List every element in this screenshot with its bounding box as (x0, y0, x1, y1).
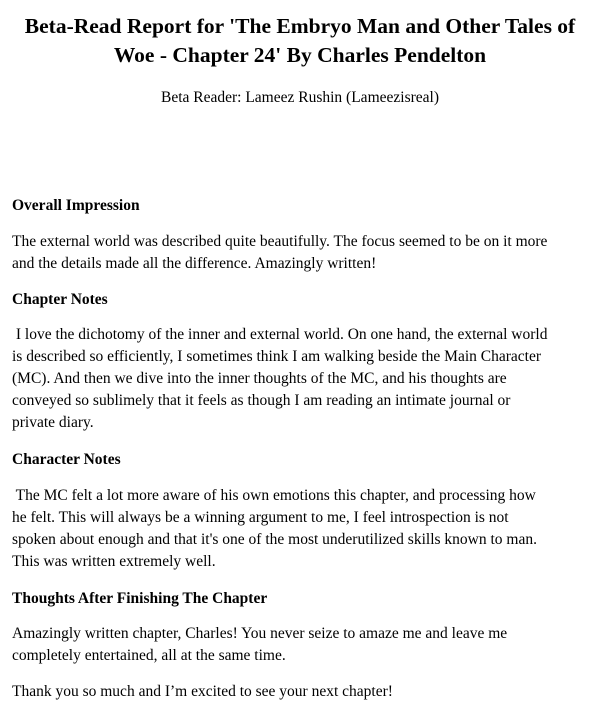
title-line: Woe - Chapter 24' By Charles Pendelton (113, 43, 487, 67)
text-line: (MC). And then we dive into the inner thoughts of the MC, and his thoughts are (12, 370, 507, 387)
document-title (10, 12, 590, 70)
text-line: he felt. This will always be a winning argument to me, I feel introspection is not (12, 509, 509, 526)
text-line: I love the dichotomy of the inner and external world. On one hand, the external world (12, 326, 548, 343)
text-line: completely entertained, all at the same time. (12, 647, 286, 664)
section-text-overall-impression (12, 231, 592, 275)
text-line: Thank you so much and I’m excited to see your next chapter! (12, 683, 393, 700)
section-text-character-notes (12, 485, 592, 573)
text-line: The MC felt a lot more aware of his own emotions this chapter, and processing how (12, 487, 536, 504)
text-line: is described so efficiently, I sometimes think I am walking beside the Main Character (12, 348, 542, 365)
section-heading-chapter-notes: Chapter Notes (12, 291, 108, 308)
text-line: private diary. (12, 414, 94, 431)
title-line: Beta-Read Report for 'The Embryo Man and Other Tales of (24, 14, 576, 38)
text-line: The external world was described quite beautifully. The focus seemed to be on it more (12, 233, 548, 250)
text-line: Amazingly written chapter, Charles! You never seize to amaze me and leave me (12, 625, 508, 642)
section-heading-character-notes: Character Notes (12, 451, 121, 468)
beta-reader-credit: Beta Reader: Lameez Rushin (Lameezisreal) (160, 89, 439, 106)
text-line: and the details made all the difference. Amazingly written! (12, 255, 377, 272)
closing-text (12, 681, 592, 703)
section-text-thoughts-after-finishing (12, 623, 592, 667)
section-heading-overall-impression: Overall Impression (12, 197, 140, 214)
text-line: This was written extremely well. (12, 553, 216, 570)
section-text-chapter-notes (12, 324, 592, 434)
section-heading-thoughts-after-finishing: Thoughts After Finishing The Chapter (12, 590, 268, 607)
text-line: conveyed so sublimely that it feels as though I am reading an intimate journal or (12, 392, 511, 409)
text-line: spoken about enough and that it's one of the most underutilized skills known to man. (12, 531, 537, 548)
